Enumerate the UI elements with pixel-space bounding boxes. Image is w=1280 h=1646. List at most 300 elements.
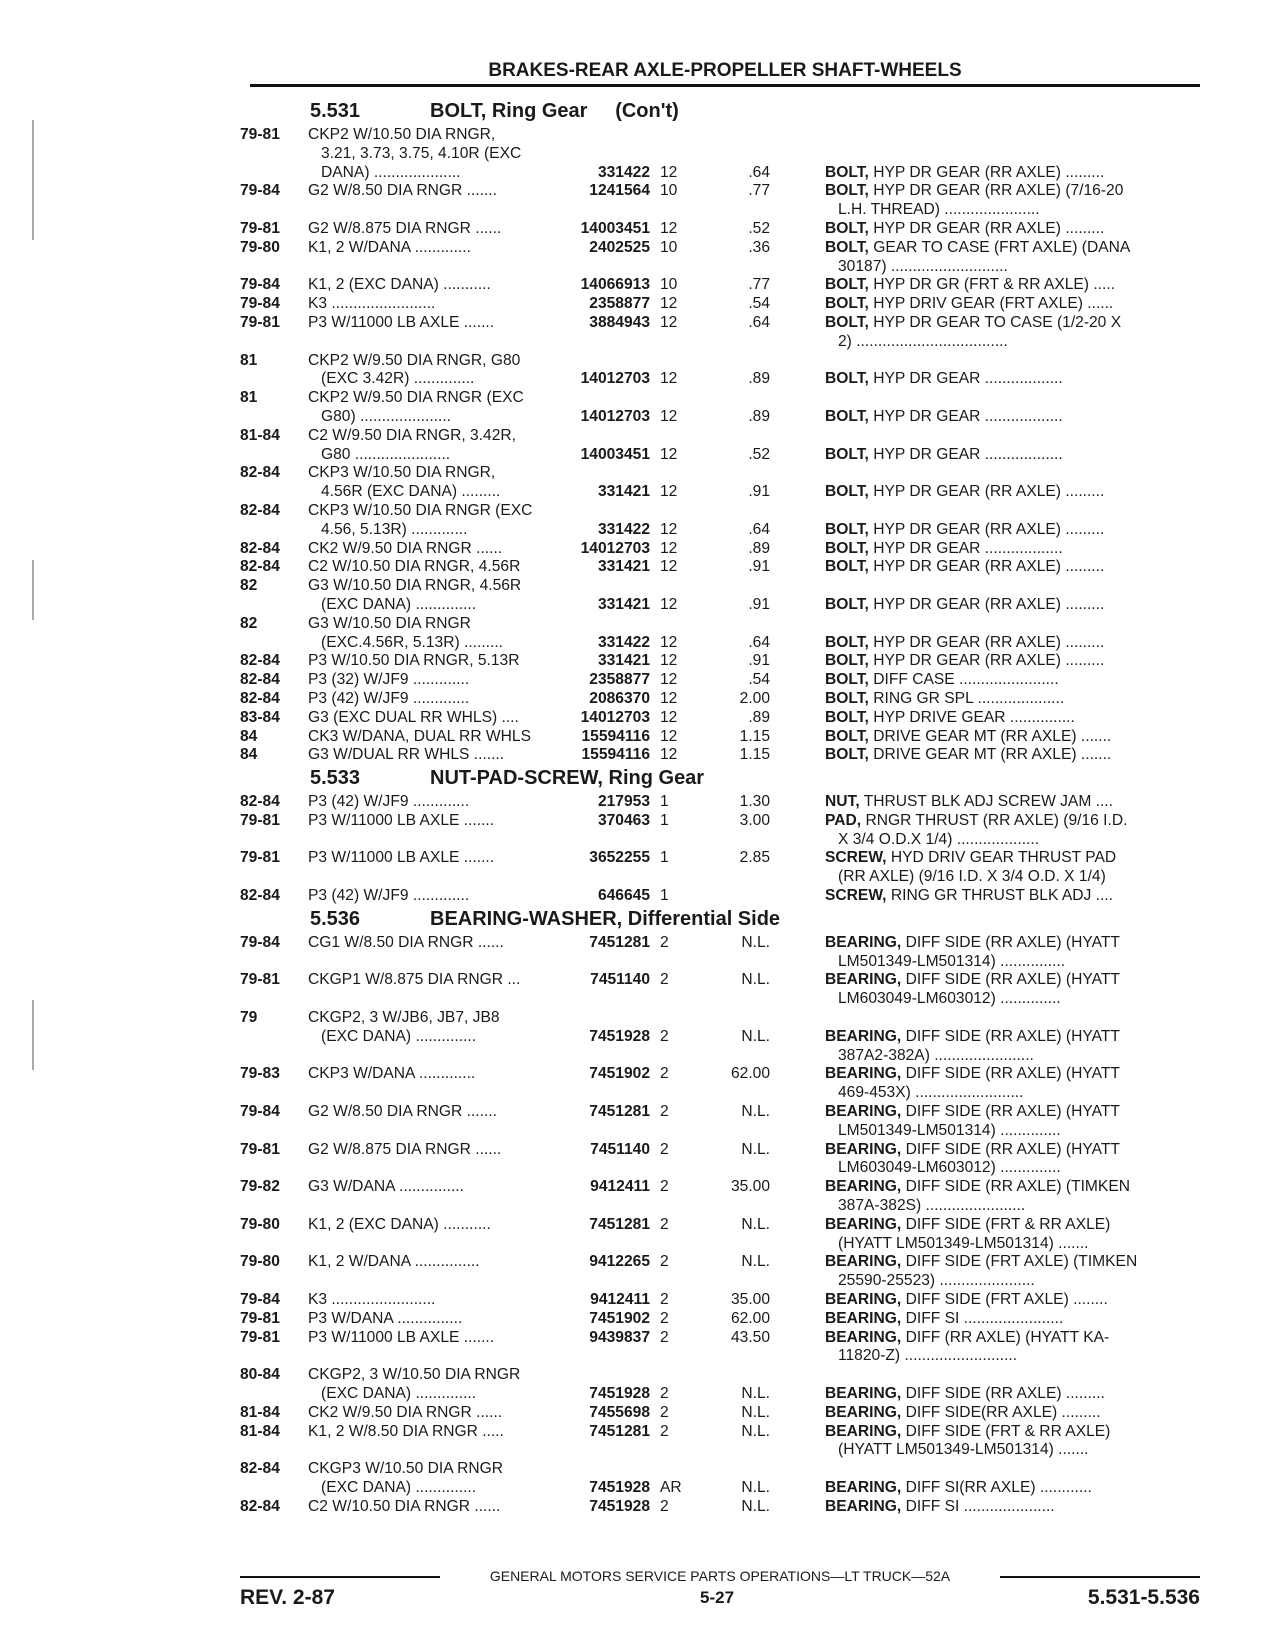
part-number: 14012703: [580, 370, 650, 388]
application-description: P3 (32) W/JF9 .............: [308, 671, 470, 689]
price: .64: [748, 633, 770, 651]
part-description: [825, 164, 1210, 183]
part-number: 14003451: [580, 219, 650, 237]
part-number: 9412411: [590, 1178, 650, 1196]
part-name: BEARING,: [825, 1291, 902, 1309]
application-description: P3 W/10.50 DIA RNGR, 5.13R: [308, 652, 520, 670]
table-row: [240, 389, 1210, 427]
model-years: 82: [240, 614, 258, 632]
part-number: 7451140: [590, 1140, 650, 1158]
quantity: 12: [660, 520, 678, 538]
application-description: CKGP1 W/8.875 DIA RNGR ...: [308, 971, 521, 989]
part-detail: DIFF SIDE (RR AXLE) (HYATT LM603049-LM603012) ..............: [838, 971, 1120, 1008]
part-name: BEARING,: [825, 971, 902, 989]
part-name: BEARING,: [825, 1403, 902, 1421]
quantity: 12: [660, 539, 678, 557]
application-description: P3 W/11000 LB AXLE .......: [308, 313, 495, 331]
quantity: 12: [660, 370, 678, 388]
quantity: 1: [660, 811, 669, 829]
part-detail: RNGR THRUST (RR AXLE) (9/16 I.D. X 3/4 O.D.X 1/4) ...................: [838, 811, 1128, 848]
part-description: [825, 1253, 1210, 1291]
part-number: 1241564: [589, 182, 650, 200]
footer-bottom: [240, 1586, 1200, 1612]
application-description: CKGP2, 3 W/10.50 DIA RNGR (EXC DANA) ..............: [308, 1366, 521, 1402]
table-row: [240, 1009, 1210, 1065]
price: .64: [748, 163, 770, 181]
table-row: [240, 728, 1210, 747]
model-years: 82-84: [240, 539, 280, 557]
quantity: 2: [660, 1385, 669, 1402]
part-detail: DIFF SIDE (FRT AXLE) (TIMKEN 25590-25523) ......................: [838, 1253, 1138, 1290]
part-number: 7451928: [589, 1497, 650, 1515]
application-description: K1, 2 (EXC DANA) ...........: [308, 1215, 491, 1233]
part-detail: HYP DR GEAR (RR AXLE) .........: [873, 219, 1105, 237]
part-number: 3652255: [589, 849, 650, 867]
application-description: G3 W/DUAL RR WHLS .......: [308, 746, 505, 764]
price: .52: [748, 445, 770, 463]
section-name: NUT-PAD-SCREW, Ring Gear: [430, 767, 705, 790]
quantity: 12: [660, 727, 678, 745]
part-description: [825, 182, 1210, 220]
part-detail: DRIVE GEAR MT (RR AXLE) .......: [873, 727, 1112, 745]
model-years: 82: [240, 577, 258, 595]
application-description: P3 W/DANA ...............: [308, 1309, 463, 1327]
quantity: 12: [660, 295, 678, 313]
part-detail: DIFF SIDE(RR AXLE) .........: [905, 1403, 1101, 1421]
part-detail: DIFF CASE .......................: [873, 671, 1059, 689]
application-description: K1, 2 W/8.50 DIA RNGR .....: [308, 1422, 504, 1440]
part-number: 7451281: [589, 933, 650, 951]
part-detail: HYP DR GEAR (RR AXLE) .........: [873, 652, 1105, 670]
price: .77: [748, 276, 770, 294]
part-name: BOLT,: [825, 219, 869, 237]
quantity: 12: [660, 407, 678, 425]
part-description: [825, 887, 1210, 906]
part-number: 7451281: [589, 1422, 650, 1440]
quantity: 2: [660, 971, 669, 989]
part-description: [825, 1385, 1210, 1404]
part-number: 331422: [597, 520, 650, 538]
application-description: CKP2 W/9.50 DIA RNGR (EXC G80) .....................: [308, 389, 524, 425]
quantity: 2: [660, 1291, 669, 1309]
price: 3.00: [739, 811, 770, 829]
part-name: BOLT,: [825, 746, 869, 764]
margin-mark: [32, 120, 34, 240]
part-name: BEARING,: [825, 1422, 902, 1440]
quantity: 2: [660, 1309, 669, 1327]
part-name: BOLT,: [825, 276, 869, 294]
price: N.L.: [741, 971, 770, 989]
price: .54: [748, 295, 770, 313]
model-years: 83-84: [240, 708, 280, 726]
part-number: 14066913: [580, 276, 650, 294]
application-description: G3 (EXC DUAL RR WHLS) ....: [308, 708, 519, 726]
quantity: 2: [660, 1065, 669, 1083]
table-row: [240, 671, 1210, 690]
page-number: 5-27: [700, 1588, 735, 1607]
part-description: [825, 671, 1210, 690]
part-description: [825, 220, 1210, 239]
quantity: 2: [660, 1140, 669, 1158]
part-detail: HYP DR GEAR ..................: [873, 539, 1063, 557]
application-description: G3 W/DANA ...............: [308, 1178, 464, 1196]
quantity: 2: [660, 933, 669, 951]
part-detail: HYP DR GEAR (RR AXLE) .........: [873, 483, 1105, 501]
application-description: C2 W/10.50 DIA RNGR, 4.56R: [308, 558, 521, 576]
part-name: BEARING,: [825, 1103, 902, 1121]
model-years: 82-84: [240, 689, 280, 707]
part-description: [825, 408, 1210, 427]
price: 1.15: [739, 727, 770, 745]
part-name: BEARING,: [825, 1385, 902, 1402]
application-description: K3 ........................: [308, 1291, 436, 1309]
price: N.L.: [741, 1215, 770, 1233]
part-name: BOLT,: [825, 652, 869, 670]
application-description: CKGP2, 3 W/JB6, JB7, JB8 (EXC DANA) ..............: [308, 1009, 500, 1045]
price: 35.00: [730, 1291, 770, 1309]
section-number: 5.533: [310, 767, 361, 790]
part-detail: HYD DRIV GEAR THRUST PAD (RR AXLE) (9/16 I.D. X 3/4 O.D. X 1/4): [838, 849, 1117, 886]
application-description: K1, 2 W/DANA .............: [308, 238, 471, 256]
model-years: 84: [240, 746, 258, 764]
quantity: 2: [660, 1103, 669, 1121]
part-number: 331421: [597, 483, 650, 501]
price: 1.15: [739, 746, 770, 764]
part-detail: DIFF SI .......................: [905, 1309, 1064, 1327]
application-description: CKP3 W/DANA .............: [308, 1065, 476, 1083]
part-detail: DIFF SIDE (RR AXLE) (HYATT LM501349-LM501314) ..............: [838, 1103, 1120, 1139]
part-name: BEARING,: [825, 1027, 902, 1045]
model-years: 82-84: [240, 1460, 280, 1478]
model-years: 82-84: [240, 671, 280, 689]
part-detail: HYP DRIV GEAR (FRT AXLE) ......: [873, 295, 1114, 313]
table-row: [240, 887, 1210, 906]
part-detail: DIFF SIDE (RR AXLE) (HYATT 387A2-382A) .......................: [838, 1027, 1120, 1064]
part-name: BOLT,: [825, 370, 869, 388]
model-years: 80-84: [240, 1366, 280, 1384]
part-name: BOLT,: [825, 445, 869, 463]
part-description: [825, 1423, 1210, 1461]
section-heading: [240, 98, 1210, 126]
part-name: BEARING,: [825, 1328, 902, 1346]
quantity: 12: [660, 708, 678, 726]
quantity: 2: [660, 1403, 669, 1421]
part-description: [825, 652, 1210, 671]
table-row: [240, 558, 1210, 577]
part-detail: HYP DR GEAR TO CASE (1/2-20 X 2) ...................................: [838, 313, 1122, 350]
part-name: PAD,: [825, 811, 862, 829]
quantity: 12: [660, 313, 678, 331]
price: 2.85: [739, 849, 770, 867]
footer-line: [240, 1568, 1200, 1588]
part-description: [825, 521, 1210, 540]
table-row: [240, 220, 1210, 239]
table-row: [240, 577, 1210, 615]
part-number: 331422: [597, 633, 650, 651]
part-description: [825, 483, 1210, 502]
model-years: 79-84: [240, 933, 280, 951]
model-years: 81-84: [240, 1403, 280, 1421]
table-row: [240, 295, 1210, 314]
part-number: 331422: [597, 163, 650, 181]
price: N.L.: [741, 1403, 770, 1421]
application-description: CKP3 W/10.50 DIA RNGR (EXC 4.56, 5.13R) .............: [308, 501, 533, 538]
table-row: [240, 182, 1210, 220]
quantity: AR: [660, 1478, 682, 1496]
section-name: BOLT, Ring Gear (Con't): [430, 100, 679, 122]
application-description: G2 W/8.50 DIA RNGR .......: [308, 182, 497, 200]
price: .64: [748, 520, 770, 538]
price: N.L.: [741, 1478, 770, 1496]
quantity: 12: [660, 671, 678, 689]
model-years: 79-84: [240, 1291, 280, 1309]
quantity: 2: [660, 1178, 669, 1196]
part-name: BOLT,: [825, 671, 869, 689]
quantity: 2: [660, 1497, 669, 1515]
quantity: 1: [660, 887, 669, 905]
model-years: 79-81: [240, 1309, 280, 1327]
part-description: [825, 728, 1210, 747]
part-description: [825, 634, 1210, 653]
price: 62.00: [730, 1309, 770, 1327]
part-name: BOLT,: [825, 313, 869, 331]
part-description: [825, 812, 1210, 850]
part-detail: DRIVE GEAR MT (RR AXLE) .......: [873, 746, 1112, 764]
price: N.L.: [741, 1497, 770, 1515]
part-number: 7451902: [589, 1309, 650, 1327]
part-number: 7451928: [589, 1385, 650, 1402]
part-number: 331421: [597, 558, 650, 576]
part-number: 14012703: [580, 407, 650, 425]
part-name: BEARING,: [825, 1497, 902, 1515]
price: 1.30: [739, 793, 770, 811]
table-row: [240, 1178, 1210, 1216]
price: .91: [748, 652, 770, 670]
margin-mark: [32, 1000, 34, 1070]
price: N.L.: [741, 1140, 770, 1158]
part-detail: DIFF SIDE (FRT AXLE) ........: [905, 1291, 1108, 1309]
model-years: 82-84: [240, 558, 280, 576]
part-detail: DIFF SI(RR AXLE) ............: [905, 1478, 1092, 1496]
table-row: [240, 1423, 1210, 1461]
application-description: G2 W/8.875 DIA RNGR ......: [308, 219, 502, 237]
table-row: [240, 314, 1210, 352]
section-number: 5.531: [310, 100, 361, 122]
page-title: BRAKES-REAR AXLE-PROPELLER SHAFT-WHEELS: [250, 60, 1200, 87]
part-name: BOLT,: [825, 633, 869, 651]
model-years: 79-81: [240, 126, 280, 143]
table-row: [240, 502, 1210, 540]
table-row: [240, 464, 1210, 502]
application-description: CK2 W/9.50 DIA RNGR ......: [308, 539, 503, 557]
part-description: [825, 934, 1210, 972]
part-number: 2086370: [589, 689, 650, 707]
price: .89: [748, 407, 770, 425]
table-row: [240, 746, 1210, 765]
price: N.L.: [741, 1422, 770, 1440]
part-detail: HYP DR GEAR (RR AXLE) .........: [873, 633, 1105, 651]
section-number: 5.536: [310, 907, 361, 930]
quantity: 2: [660, 1027, 669, 1045]
model-years: 79-82: [240, 1178, 280, 1196]
part-description: [825, 1065, 1210, 1103]
model-years: 79-84: [240, 295, 280, 313]
price: N.L.: [741, 1385, 770, 1402]
price: .52: [748, 219, 770, 237]
part-detail: HYP DR GEAR (RR AXLE) .........: [873, 558, 1105, 576]
part-name: BEARING,: [825, 933, 902, 951]
part-number: 7451281: [589, 1215, 650, 1233]
table-row: [240, 1404, 1210, 1423]
model-years: 79-81: [240, 219, 280, 237]
part-number: 7455698: [589, 1403, 650, 1421]
part-name: SCREW,: [825, 849, 887, 867]
model-years: 82-84: [240, 887, 280, 905]
footer-rule-left: [240, 1576, 440, 1578]
model-years: 79-81: [240, 971, 280, 989]
part-detail: RING GR SPL ....................: [873, 689, 1065, 707]
part-name: BEARING,: [825, 1140, 902, 1158]
application-description: G3 W/10.50 DIA RNGR (EXC.4.56R, 5.13R) .........: [308, 614, 503, 651]
price: N.L.: [741, 1103, 770, 1121]
part-detail: RING GR THRUST BLK ADJ ....: [890, 887, 1113, 905]
part-description: [825, 1479, 1210, 1498]
application-description: G2 W/8.875 DIA RNGR ......: [308, 1140, 502, 1158]
model-years: 79-81: [240, 849, 280, 867]
quantity: 12: [660, 633, 678, 651]
part-detail: DIFF SIDE (RR AXLE) (HYATT LM501349-LM501314) ...............: [838, 933, 1120, 970]
part-number: 15594116: [581, 727, 650, 745]
table-row: [240, 615, 1210, 653]
part-detail: THRUST BLK ADJ SCREW JAM ....: [863, 793, 1113, 811]
part-description: [825, 971, 1210, 1009]
part-number: 7451928: [589, 1027, 650, 1045]
part-description: [825, 709, 1210, 728]
quantity: 12: [660, 689, 678, 707]
table-row: [240, 1141, 1210, 1179]
model-years: 82-84: [240, 793, 280, 811]
part-description: [825, 239, 1210, 277]
part-description: [825, 558, 1210, 577]
model-years: 82-84: [240, 652, 280, 670]
part-description: [825, 1329, 1210, 1367]
model-years: 84: [240, 727, 258, 745]
quantity: 12: [660, 483, 678, 501]
part-number: 7451902: [589, 1065, 650, 1083]
margin-mark: [32, 560, 34, 620]
part-description: [825, 446, 1210, 465]
part-number: 14012703: [580, 539, 650, 557]
table-row: [240, 934, 1210, 972]
part-detail: DIFF SIDE (RR AXLE) .........: [905, 1385, 1105, 1402]
quantity: 2: [660, 1328, 669, 1346]
model-years: 79-84: [240, 276, 280, 294]
part-description: [825, 1498, 1210, 1517]
table-row: [240, 1253, 1210, 1291]
part-name: SCREW,: [825, 887, 887, 905]
price: .36: [748, 238, 770, 256]
model-years: 82-84: [240, 464, 280, 482]
application-description: CK3 W/DANA, DUAL RR WHLS: [308, 727, 531, 745]
model-years: 79-81: [240, 313, 280, 331]
part-number: 646645: [597, 887, 650, 905]
part-description: [825, 1216, 1210, 1254]
part-description: [825, 295, 1210, 314]
price: 35.00: [730, 1178, 770, 1196]
quantity: 10: [660, 182, 678, 200]
part-detail: DIFF SIDE (RR AXLE) (TIMKEN 387A-382S) .......................: [838, 1178, 1130, 1215]
application-description: CK2 W/9.50 DIA RNGR ......: [308, 1403, 503, 1421]
table-row: [240, 971, 1210, 1009]
part-name: BOLT,: [825, 520, 869, 538]
part-description: [825, 596, 1210, 615]
price: 2.00: [739, 689, 770, 707]
part-name: BEARING,: [825, 1215, 902, 1233]
price: .77: [748, 182, 770, 200]
model-years: 81: [240, 351, 258, 369]
price: 43.50: [730, 1328, 770, 1346]
price: .89: [748, 708, 770, 726]
section-heading: [240, 765, 1210, 793]
table-row: [240, 793, 1210, 812]
application-description: G3 W/10.50 DIA RNGR, 4.56R (EXC DANA) ..............: [308, 577, 522, 613]
price: N.L.: [741, 933, 770, 951]
part-description: [825, 1178, 1210, 1216]
price: .89: [748, 539, 770, 557]
application-description: P3 W/11000 LB AXLE .......: [308, 849, 495, 867]
quantity: 12: [660, 163, 678, 181]
application-description: K1, 2 (EXC DANA) ...........: [308, 276, 491, 294]
part-name: BEARING,: [825, 1065, 902, 1083]
table-row: [240, 276, 1210, 295]
table-row: [240, 690, 1210, 709]
section-heading: [240, 906, 1210, 934]
application-description: CKP2 W/10.50 DIA RNGR, 3.21, 3.73, 3.75, 4.10R (EXC DANA) ....................: [308, 126, 522, 181]
part-name: BEARING,: [825, 1478, 902, 1496]
part-name: BOLT,: [825, 182, 869, 200]
quantity: 12: [660, 219, 678, 237]
part-number: 14012703: [580, 708, 650, 726]
table-row: [240, 1103, 1210, 1141]
quantity: 2: [660, 1422, 669, 1440]
part-description: [825, 849, 1210, 887]
price: .91: [748, 595, 770, 613]
price: .54: [748, 671, 770, 689]
quantity: 12: [660, 595, 678, 613]
part-detail: DIFF SIDE (FRT & RR AXLE) (HYATT LM501349-LM501314) .......: [838, 1422, 1111, 1459]
application-description: P3 W/11000 LB AXLE .......: [308, 1328, 495, 1346]
application-description: CKP2 W/9.50 DIA RNGR, G80 (EXC 3.42R) ..............: [308, 351, 521, 388]
part-number: 217953: [597, 793, 650, 811]
price: .64: [748, 313, 770, 331]
part-number: 15594116: [581, 746, 650, 764]
part-detail: HYP DR GEAR ..................: [873, 407, 1063, 425]
quantity: 12: [660, 652, 678, 670]
table-row: [240, 849, 1210, 887]
parts-catalog-content: [240, 98, 1210, 1517]
part-name: BOLT,: [825, 407, 869, 425]
part-detail: HYP DR GR (FRT & RR AXLE) .....: [873, 276, 1115, 294]
part-number: 9439837: [589, 1328, 650, 1346]
footer-rule-right: [1000, 1576, 1200, 1578]
part-description: [825, 540, 1210, 559]
model-years: 79-84: [240, 1103, 280, 1121]
part-name: BEARING,: [825, 1178, 902, 1196]
model-years: 82-84: [240, 501, 280, 519]
price: .89: [748, 370, 770, 388]
part-description: [825, 276, 1210, 295]
table-row: [240, 1329, 1210, 1367]
